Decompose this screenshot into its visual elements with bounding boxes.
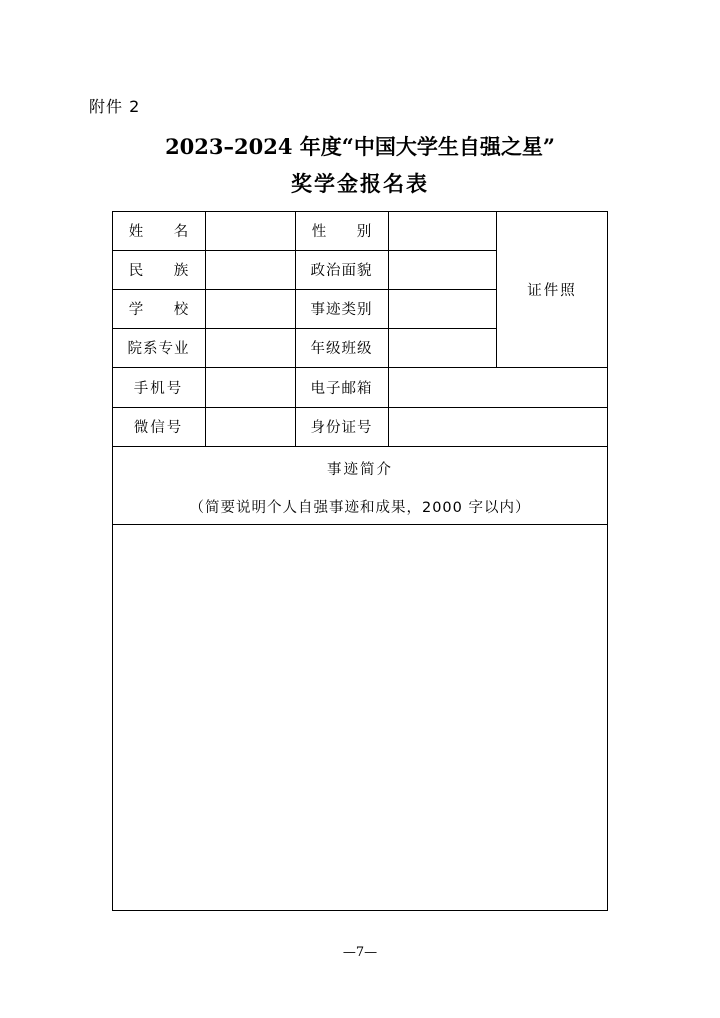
grade-class-label: 年级班级 [310,341,373,357]
school-field[interactable] [205,289,295,328]
ethnicity-field[interactable] [205,250,295,289]
name-label: 姓 名 [128,224,202,240]
gender-label: 性 别 [311,224,385,240]
wechat-label: 微信号 [133,420,184,436]
wechat-field[interactable] [205,407,295,446]
political-status-field[interactable] [388,250,496,289]
phone-label: 手机号 [133,380,184,397]
photo-box[interactable]: 证件照 [527,282,577,299]
school-label: 学 校 [128,302,202,318]
deed-category-field[interactable] [388,289,496,328]
ethnicity-label: 民 族 [128,263,202,279]
email-field[interactable] [388,367,608,407]
grade-class-field[interactable] [388,328,496,367]
form-title-line2: 奖学金报名表 [291,171,429,196]
page-number: —7— [342,945,378,960]
id-number-label: 身份证号 [310,420,373,436]
deeds-text-area[interactable] [112,524,608,911]
form-title-line1: 2023–2024 年度“中国大学生自强之星” [165,134,555,159]
row-divider [112,446,608,447]
id-number-field[interactable] [388,407,608,446]
deeds-heading: 事迹简介 [327,462,393,478]
phone-field[interactable] [205,367,295,407]
deed-category-label: 事迹类别 [310,302,373,318]
gender-field[interactable] [388,211,496,250]
political-status-label: 政治面貌 [310,263,373,279]
name-field[interactable] [205,211,295,250]
deeds-note: （简要说明个人自强事迹和成果，2000 字以内） [189,500,531,516]
department-label: 院系专业 [127,341,190,357]
department-field[interactable] [205,328,295,367]
email-label: 电子邮箱 [310,380,373,397]
attachment-label: 附件 2 [89,97,141,116]
